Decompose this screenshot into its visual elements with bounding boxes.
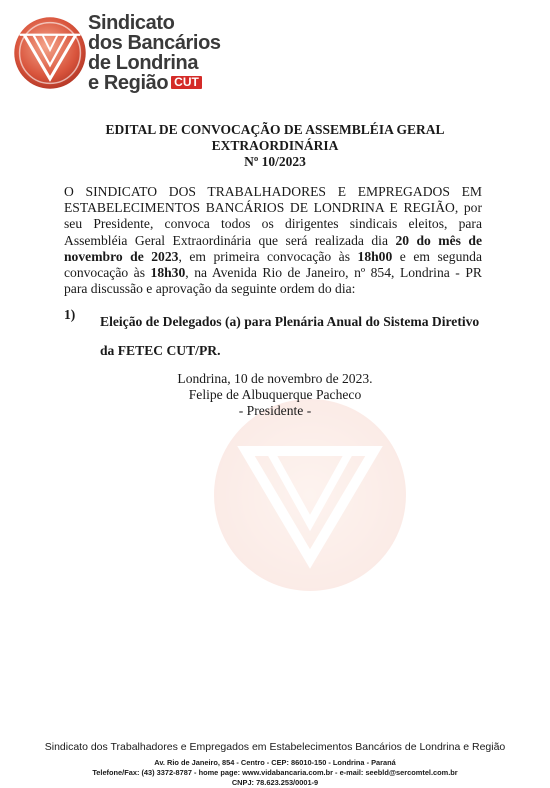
second-call-text: e em segunda convocação às xyxy=(64,248,482,281)
place-date: Londrina, 10 de novembro de 2023. xyxy=(177,371,373,386)
logo-text xyxy=(88,13,221,93)
footer-contact: Telefone/Fax: (43) 3372-8787 - home page: www.vidabancaria.com.br - e-mail: seebld@sercomtel.com.br xyxy=(92,768,458,777)
footer-address: Av. Rio de Janeiro, 854 - Centro - CEP: 86010-150 - Londrina - Paraná xyxy=(154,758,396,767)
closing-text: , na Avenida Rio de Janeiro, nº 854, Londrina - PR para discussão e aprovação da seguinte ordem do dia: xyxy=(64,265,482,297)
footer-organization: Sindicato dos Trabalhadores e Empregados em Estabelecimentos Bancários de Londrina e Região xyxy=(44,741,506,753)
signer-name: Felipe de Albuquerque Pacheco xyxy=(188,387,362,402)
logo-line-4 xyxy=(88,73,221,93)
logo-line-1: Sindicato xyxy=(88,12,175,34)
agenda-line-1: Eleição de Delegados (a) para Plenária Anual do Sistema Diretivo xyxy=(100,314,480,329)
footer-cnpj: CNPJ: 78.623.253/0001-9 xyxy=(231,778,319,787)
first-call-time: 18h00 xyxy=(357,248,393,264)
heading-line-2: EXTRAORDINÁRIA xyxy=(211,138,339,153)
footer-contact-block xyxy=(0,758,550,788)
convocation-paragraph xyxy=(64,184,482,297)
cut-badge: CUT xyxy=(171,76,202,89)
sindicato-logo-icon xyxy=(12,15,88,91)
meeting-date: 20 do mês de novembro de 2023 xyxy=(64,232,482,264)
agenda-item-number: 1) xyxy=(64,307,76,322)
signer-role: - Presidente - xyxy=(238,403,312,418)
sindicato-logo xyxy=(12,13,292,93)
agenda-line-2: da FETEC CUT/PR. xyxy=(100,343,221,358)
logo-line-4-text: e Região xyxy=(88,72,169,94)
logo-line-2: dos Bancários xyxy=(88,32,221,54)
heading-line-1: EDITAL DE CONVOCAÇÃO DE ASSEMBLÉIA GERAL xyxy=(105,122,445,137)
second-call-time: 18h30 xyxy=(150,265,186,281)
agenda-item xyxy=(100,307,500,365)
document-heading xyxy=(0,122,550,170)
first-call-text: , em primeira convocação às xyxy=(178,248,358,264)
watermark-logo-icon xyxy=(210,395,410,595)
intro-text: O SINDICATO DOS TRABALHADORES E EMPREGADOS EM ESTABELECIMENTOS BANCÁRIOS DE LONDRINA E REGIÃO, por seu Presidente, convoca todos os dirigentes sindicais eleitos, para Assembléia Geral Extraordinária que será realizada dia xyxy=(64,184,482,248)
signature-block xyxy=(0,371,550,419)
logo-line-3: de Londrina xyxy=(88,52,199,74)
heading-line-3: Nº 10/2023 xyxy=(244,154,306,169)
